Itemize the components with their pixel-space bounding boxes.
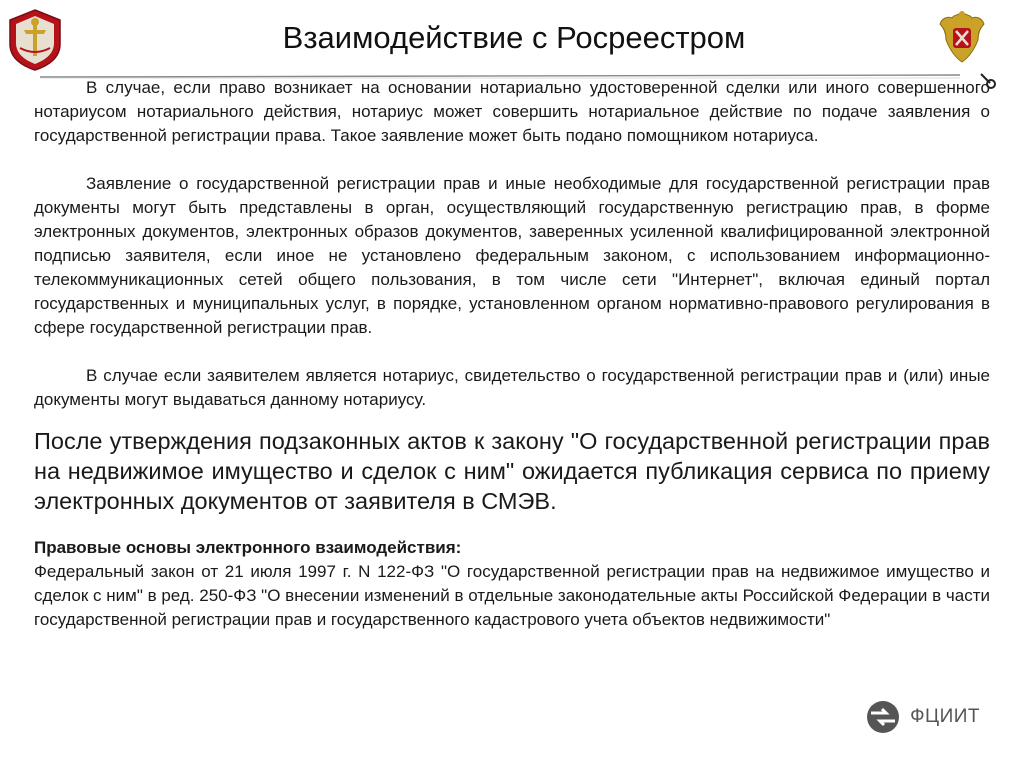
paragraph: Заявление о государственной регистрации прав и иные необходимые для государственной регистрации прав документы могут быть представлены в орган, осуществляющий государственную регистрацию прав, в форме электронных документов, электронных образов документов, заверенных усиленной квалифицированной электронной подписью заявителя, если иное не установлено федеральным законом, с использованием информационно-телекоммуникационных сетей общего пользования, в том числе сети "Интернет", включая единый портал государственных и муниципальных услуг, в порядке, установленном органом нормативно-правового регулирования в сфере государственной регистрации прав. [34,174,990,337]
paragraph: В случае, если право возникает на основании нотариально удостоверенной сделки или иного совершенного нотариусом нотариального действия, нотариус может совершить нотариальное действие по подаче заявления о государственной регистрации права. Такое заявление может быть подано помощником нотариуса. [34,78,990,145]
legal-heading: Правовые основы электронного взаимодействия: [34,538,462,557]
page-title: Взаимодействие с Росреестром [282,20,746,55]
highlight-paragraph: После утверждения подзаконных актов к закону "О государственной регистрации прав на недвижимое имущество и сделок с ним" ожидается публикация сервиса по приему электронных документов от заявителя в СМЭВ. [34,428,990,514]
document-body [34,76,990,632]
fciit-logo-icon [864,700,902,734]
footer-brand [864,700,980,734]
brand-name: ФЦИИТ [910,706,980,727]
paragraph: В случае если заявителем является нотариус, свидетельство о государственной регистрации прав и (или) иные документы могут выдаваться данному нотариусу. [34,366,990,409]
rosreestr-coat-of-arms-icon [936,8,988,66]
legal-text: Федеральный закон от 21 июля 1997 г. N 122-ФЗ "О государственной регистрации прав на недвижимое имущество и сделок с ним" в ред. 250-ФЗ "О внесении изменений в отдельные законодательные акты Российской Федерации в части государственной регистрации прав и государственного кадастрового учета объектов недвижимости" [34,562,990,629]
